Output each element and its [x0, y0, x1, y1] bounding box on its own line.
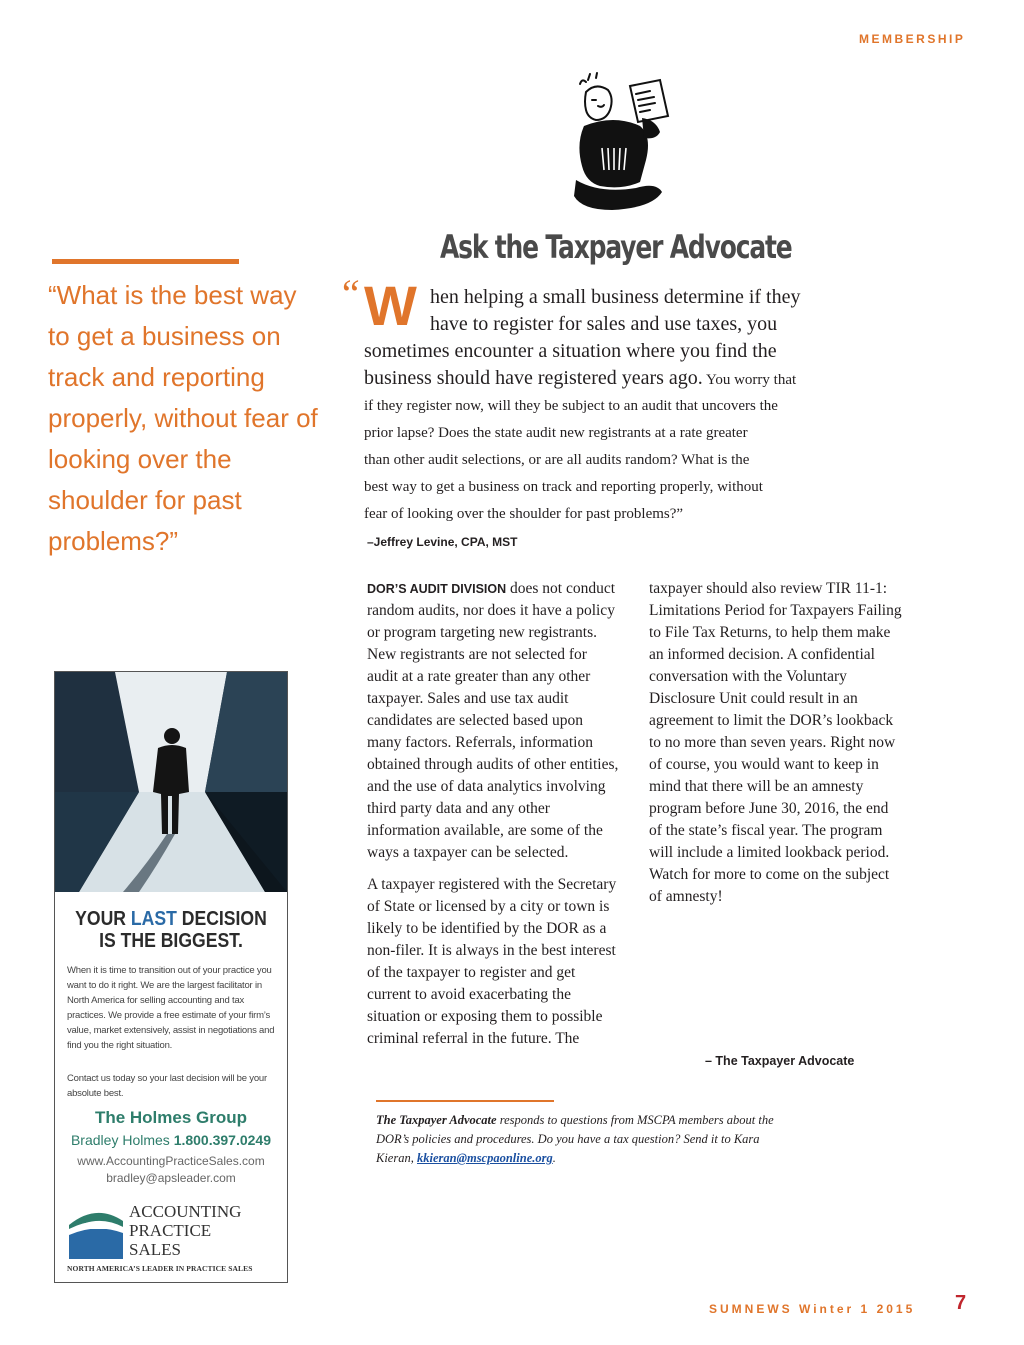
question-line: if they register now, will they be subject to an audit that uncovers the: [364, 398, 778, 414]
ad-headline-line2: IS THE BIGGEST.: [99, 930, 243, 952]
note-rule: [376, 1100, 554, 1102]
ad-company-name: The Holmes Group: [94, 1108, 248, 1127]
answer-signoff: – The Taxpayer Advocate: [705, 1054, 855, 1068]
ad-headline-text: YOUR: [75, 908, 131, 930]
note-end: .: [552, 1151, 556, 1165]
answer-text: does not conduct random audits, nor does it have a policy or program targeting new registrants. New registrants are not selected for audit at a rate greater than any other taxpayer. Sales and use tax audit candidates are selected based upon many factors. Referrals, information obtained through audits of other entities, and the use of data analytics involving third party data and any other information available, are some of the ways a taxpayer can be selected.: [367, 580, 619, 861]
section-label: MEMBERSHIP: [859, 32, 966, 46]
ad-website[interactable]: www.AccountingPracticeSales.com: [77, 1154, 265, 1168]
ad-contact-name: Bradley Holmes: [70, 1132, 170, 1148]
question-line: fear of looking over the shoulder for past problems?”: [364, 506, 684, 522]
page-number: 7: [955, 1292, 967, 1314]
question-line: prior lapse? Does the state audit new registrants at a rate greater: [364, 425, 748, 441]
answer-lead: DOR’S AUDIT DIVISION: [367, 582, 507, 596]
aps-logo-icon: [69, 1203, 123, 1259]
aps-logo-line: PRACTICE: [129, 1221, 212, 1240]
aps-logo-line: SALES: [129, 1240, 181, 1259]
note-publication-name: The Taxpayer Advocate: [376, 1113, 497, 1127]
question-line: have to register for sales and use taxes, you: [430, 313, 778, 335]
answer-paragraph: A taxpayer registered with the Secretary of State or licensed by a city or town is likely to be identified by the DOR as a non-filer. It is always in the best interest of the taxpayer to register and get current to avoid exacerbating the situation or exposing them to possible criminal referral in the future. The taxpayer should also review TIR 11-1: Limitations Period for Taxpayers Failing to File Tax Returns, to help them make an informed decision. A confidential conversation with the Voluntary Disclosure Unit could result in an agreement to limit the DOR’s lookback to no more than seven years. Right now of course, you would want to keep in mind that there will be an amnesty program before June 30, 2016, the end of the state’s fiscal year. The program will include a limited lookback period. Watch for more to come on the subject of amnesty!: [367, 580, 902, 1047]
question-attribution: –Jeffrey Levine, CPA, MST: [367, 535, 518, 549]
question-line: sometimes encounter a situation where you find the: [364, 340, 777, 362]
question-line: than other audit selections, or are all audits random? What is the: [364, 452, 750, 468]
ad-headline-text: DECISION: [176, 908, 267, 930]
aps-tagline: NORTH AMERICA’S LEADER IN PRACTICE SALES: [67, 1264, 253, 1273]
article-title: Ask the Taxpayer Advocate: [440, 228, 792, 266]
note-text: responds to questions from MSCPA members about the DOR’s policies and procedures. Do you have a tax question? Send it to Kara Kieran,: [376, 1113, 774, 1165]
footer-publication: SUMNEWS Winter 1 2015: [709, 1302, 916, 1316]
aps-logo-wordmark: [129, 1202, 241, 1259]
pull-quote-rule: [52, 259, 239, 264]
question-line: hen helping a small business determine if they: [430, 286, 801, 308]
question-text: You worry that: [702, 372, 797, 388]
ad-body-cta: Contact us today so your last decision will be your absolute best.: [67, 1073, 267, 1099]
submission-note: [376, 1111, 776, 1168]
drop-cap: W: [364, 274, 417, 337]
email-link[interactable]: kkieran@mscpaonline.org: [416, 1151, 553, 1165]
aps-logo-line: ACCOUNTING: [129, 1202, 242, 1221]
ad-contact-line: [55, 1132, 287, 1148]
question-line: [364, 365, 796, 394]
answer-paragraph: [367, 578, 621, 864]
ad-phone[interactable]: 1.800.397.0249: [173, 1132, 272, 1148]
ad-body-text: When it is time to transition out of your practice you want to do it right. We are the largest facilitator in North America for selling accounting and tax practices. We provide a free estimate of your firm’s value, market extensively, assist in negotiations and find you the right situation.: [67, 965, 275, 1051]
question-text: business should have registered years ago.: [364, 367, 703, 389]
advertisement[interactable]: [54, 671, 288, 1283]
pull-quote: “What is the best way to get a business on track and reporting properly, without fear of looking over the shoulder for past problems?”: [48, 280, 318, 556]
ad-headline-emphasis: LAST: [130, 908, 177, 930]
answer-body: [367, 578, 903, 1053]
person-reading-illustration: [568, 70, 678, 215]
ad-headline-line1: [69, 908, 273, 930]
doorway-businessman-photo: [55, 672, 287, 892]
open-quote-mark: “: [338, 271, 361, 316]
ad-email[interactable]: bradley@apsleader.com: [106, 1171, 236, 1185]
question-line: best way to get a business on track and reporting properly, without: [364, 479, 763, 495]
